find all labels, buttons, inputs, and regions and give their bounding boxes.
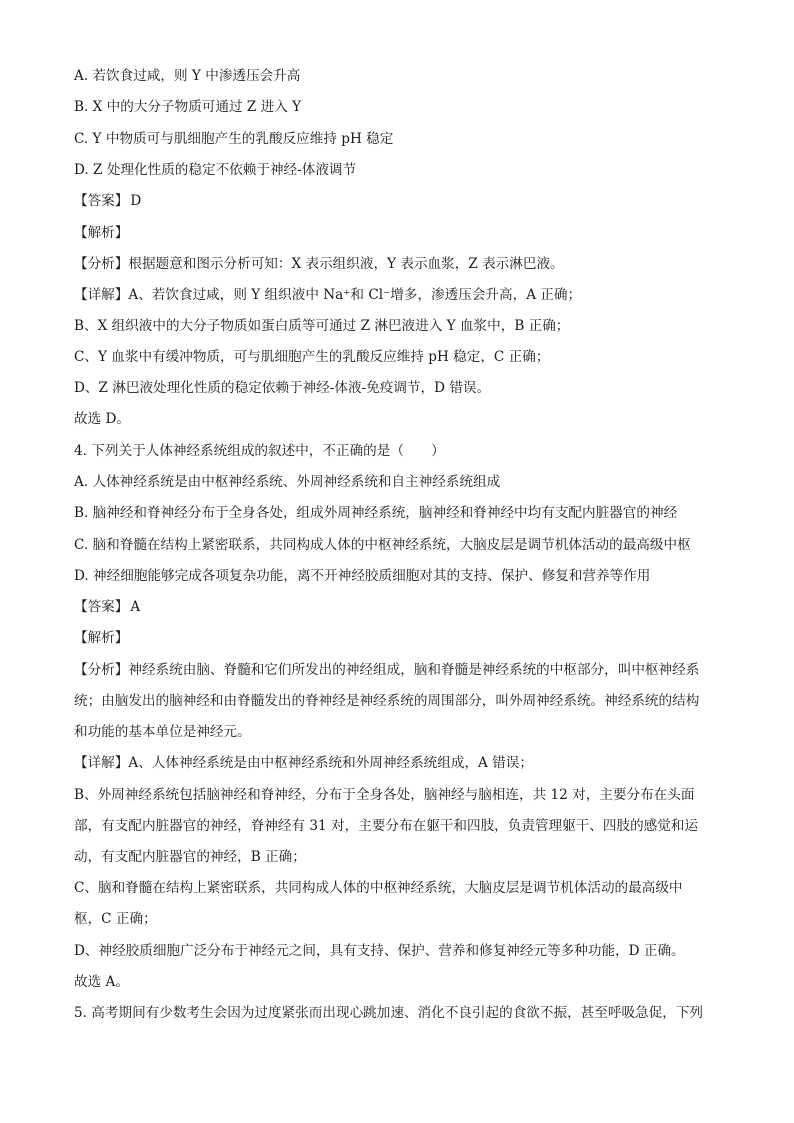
q4-explanation-line: 动，有支配内脏器官的神经，B 正确；	[74, 849, 306, 865]
q3-option-c: C. Y 中物质可与肌细胞产生的乳酸反应维持 pH 稳定	[74, 131, 394, 147]
q3-option-b: B. X 中的大分子物质可通过 Z 进入 Y	[74, 99, 302, 115]
answer-value: A	[130, 599, 141, 615]
q4-option-d: D. 神经细胞能够完成各项复杂功能，离不开神经胶质细胞对其的支持、保护、修复和营养等作用	[74, 568, 651, 584]
q4-explanation-line: D、神经胶质细胞广泛分布于神经元之间，具有支持、保护、营养和修复神经元等多种功能，D 正确。	[74, 943, 685, 959]
q4-explanation-line: 部，有支配内脏器官的神经，脊神经有 31 对，主要分布在躯干和四肢，负责管理躯干、四肢的感觉和运	[74, 818, 699, 834]
q5-question: 5. 高考期间有少数考生会因为过度紧张而出现心跳加速、消化不良引起的食欲不振，甚至呼吸急促，下列	[74, 1005, 704, 1021]
q3-option-d: D. Z 处理化性质的稳定不依赖于神经-体液调节	[74, 162, 357, 178]
q4-explanation-line: 统；由脑发出的脑神经和由脊髓发出的脊神经是神经系统的周围部分，叫外周神经系统。神经系统的结构	[74, 693, 700, 709]
q4-explanation-line: 【详解】A、人体神经系统是由中枢神经系统和外周神经系统组成，A 错误；	[74, 755, 533, 771]
answer-label: 【答案】	[74, 599, 129, 615]
q3-explanation-line: C、Y 血浆中有缓冲物质，可与肌细胞产生的乳酸反应维持 pH 稳定，C 正确；	[74, 349, 550, 365]
q4-explanation-line: B、外周神经系统包括脑神经和脊神经，分布于全身各处，脑神经与脑相连，共 12 对，主要分布在头面	[74, 787, 695, 803]
q4-explanation-line: 故选 A。	[74, 974, 129, 990]
q4-answer	[74, 597, 140, 617]
q3-analysis-label: 【解析】	[74, 225, 129, 241]
q3-explanation-line: B、X 组织液中的大分子物质如蛋白质等可通过 Z 淋巴液进入 Y 血浆中，B 正确；	[74, 318, 570, 334]
q4-option-a: A. 人体神经系统是由中枢神经系统、外周神经系统和自主神经系统组成	[74, 474, 501, 490]
q4-explanation-line: 和功能的基本单位是神经元。	[74, 724, 251, 740]
q3-explanation-line: 故选 D。	[74, 411, 131, 427]
q4-explanation-line: 【分析】神经系统由脑、脊髓和它们所发出的神经组成，脑和脊髓是神经系统的中枢部分，叫中枢神经系	[74, 662, 700, 678]
q3-option-a: A. 若饮食过咸，则 Y 中渗透压会升高	[74, 68, 301, 84]
q3-explanation-line: 【详解】A、若饮食过咸，则 Y 组织液中 Na⁺和 Cl⁻增多，渗透压会升高，A 正确；	[74, 287, 582, 303]
q3-explanation-line: 【分析】根据题意和图示分析可知：X 表示组织液，Y 表示血浆，Z 表示淋巴液。	[74, 256, 564, 272]
q4-explanation-line: C、脑和脊髓在结构上紧密联系，共同构成人体的中枢神经系统，大脑皮层是调节机体活动的最高级中	[74, 880, 683, 896]
q3-answer	[74, 191, 141, 211]
q4-analysis-label: 【解析】	[74, 630, 129, 646]
answer-label: 【答案】	[74, 193, 129, 209]
q4-option-b: B. 脑神经和脊神经分布于全身各处，组成外周神经系统，脑神经和脊神经中均有支配内脏器官的神经	[74, 505, 678, 521]
answer-value: D	[130, 193, 142, 209]
q3-explanation-line: D、Z 淋巴液处理化性质的稳定依赖于神经-体液-免疫调节，D 错误。	[74, 380, 491, 396]
q4-option-c: C. 脑和脊髓在结构上紧密联系，共同构成人体的中枢神经系统，大脑皮层是调节机体活动的最高级中枢	[74, 537, 691, 553]
q4-question: 4. 下列关于人体神经系统组成的叙述中，不正确的是（ ）	[74, 443, 445, 459]
q4-explanation-line: 枢，C 正确；	[74, 911, 157, 927]
